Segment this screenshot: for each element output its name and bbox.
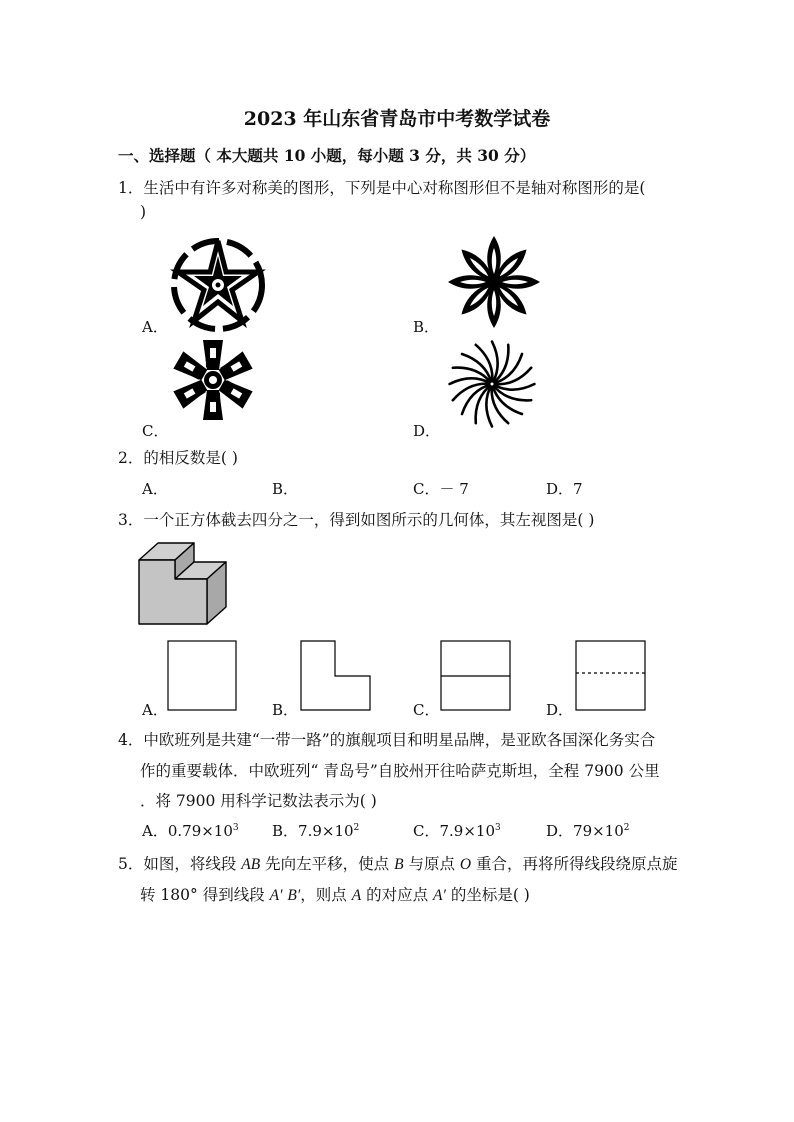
question-4-line-3: ．将 7900 用科学记数法表示为( ) [140, 792, 377, 810]
q4-option-c: C．$7.9\times 10^3$ [413, 822, 501, 840]
q1-figure-d-icon [440, 334, 544, 434]
question-5-line-2: 转 180° 得到线段 A′ B′，则点 A 的对应点 A′ 的坐标是( ) [140, 886, 530, 904]
q4-option-b: B．$7.9\times 10^2$ [272, 822, 360, 840]
q3-option-b-label: B． [272, 701, 299, 719]
q1-figure-a-icon [168, 236, 268, 334]
q1-option-d-label: D． [413, 422, 441, 440]
q3-option-d-label: D． [546, 701, 574, 719]
question-1-line-2: ) [140, 203, 147, 221]
q3-option-c-label: C． [413, 701, 440, 719]
section-heading: 一、选择题（ 本大题共 10 小题，每小题 3 分，共 30 分） [118, 146, 536, 165]
q3-solid-figure-icon [136, 540, 232, 628]
question-4-line-2: 作的重要载体．中欧班列“ 青岛号”自胶州开往哈萨克斯坦，全程 7900 公里 [140, 762, 660, 780]
q2-option-a: A． [142, 480, 168, 498]
q1-figure-c-icon [166, 337, 260, 423]
q1-option-a-label: A． [142, 318, 168, 336]
q3-view-c-split-square-icon [440, 640, 512, 712]
page-title: 2023 年山东省青岛市中考数学试卷 [243, 108, 551, 130]
q3-option-a-label: A． [142, 701, 168, 719]
q4-option-a: A．$0.79\times 10^3$ [142, 822, 239, 840]
q1-option-c-label: C． [142, 422, 169, 440]
q2-option-d: D．7 [546, 480, 583, 498]
q3-view-d-dashed-square-icon [575, 640, 647, 712]
question-2-stem: 2．的相反数是( ) [118, 449, 238, 467]
q2-option-c: C．－ 7 [413, 480, 469, 498]
question-3-stem: 3．一个正方体截去四分之一，得到如图所示的几何体，其左视图是( ) [118, 511, 595, 529]
q4-option-d: D．$79\times 10^2$ [546, 822, 630, 840]
question-5-line-1: 5．如图，将线段 AB 先向左平移，使点 B 与原点 O 重合，再将所得线段绕原点旋 [118, 855, 678, 873]
q1-option-b-label: B． [413, 318, 440, 336]
q1-figure-b-icon [438, 232, 550, 332]
question-4-line-1: 4．中欧班列是共建“一带一路”的旗舰项目和明星品牌，是亚欧各国深化务实合 [118, 731, 656, 749]
q3-view-b-l-shape-icon [300, 640, 372, 712]
q3-view-a-square-icon [167, 640, 238, 712]
question-1-line-1: 1．生活中有许多对称美的图形，下列是中心对称图形但不是轴对称图形的是( [118, 179, 646, 197]
q2-option-b: B． [272, 480, 299, 498]
